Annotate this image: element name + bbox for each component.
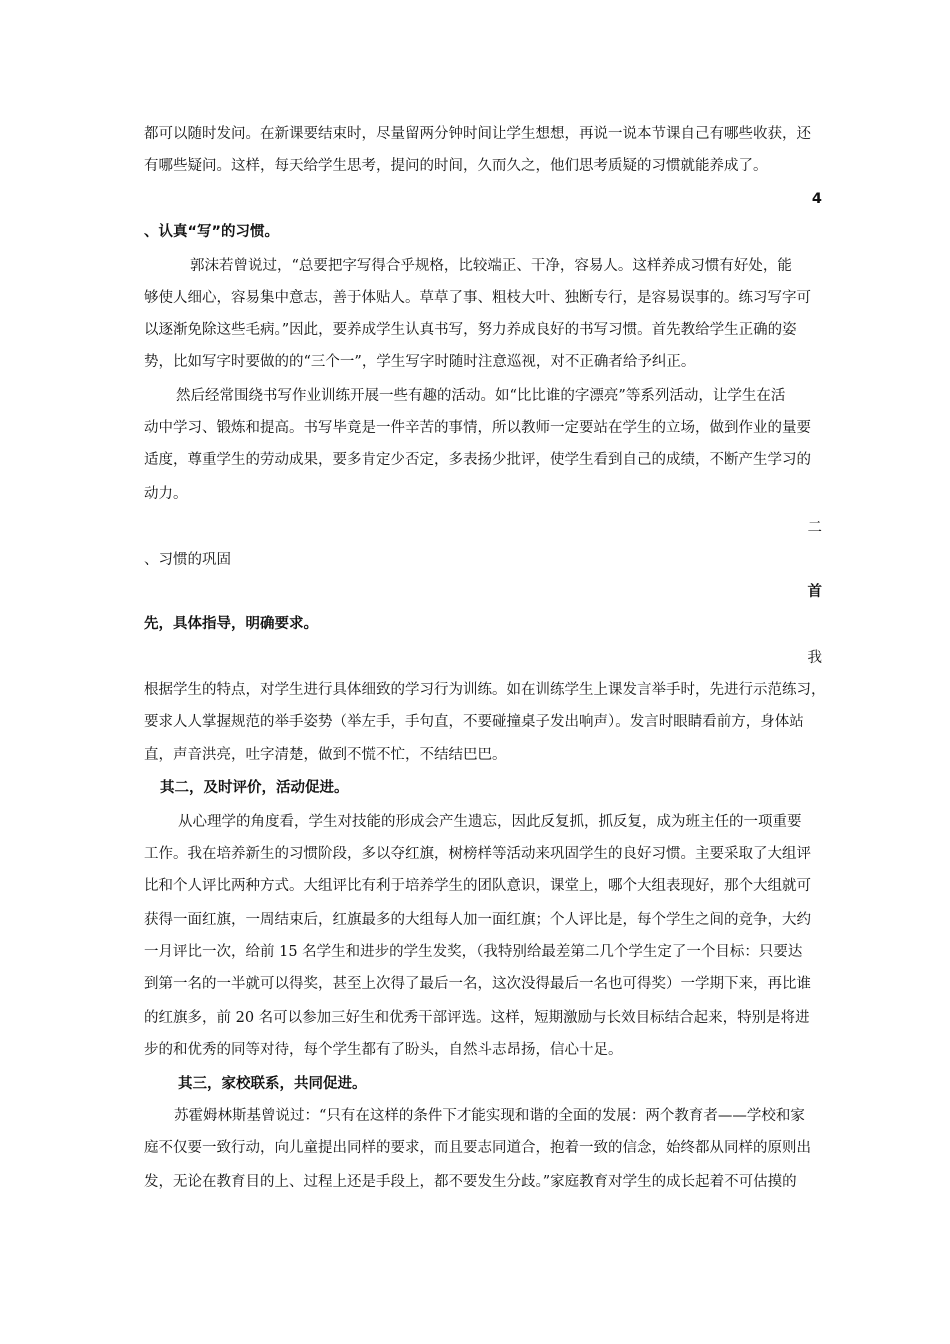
paragraph-line: 动中学习、锻炼和提高。书写毕竟是一件辛苦的事情，所以教师一定要站在学生的立场，做到作业的量要 (144, 420, 811, 436)
paragraph-line: 获得一面红旗，一周结束后，红旗最多的大组每人加一面红旗；个人评比是，每个学生之间的竞争，大约 (144, 912, 811, 928)
paragraph-line: 然后经常围绕书写作业训练开展一些有趣的活动。如“比比谁的字漂亮”等系列活动，让学生在活 (176, 388, 786, 404)
paragraph-line: 一月评比一次，给前 15 名学生和进步的学生发奖，（我特别给最差第二几个学生定了一个目标：只要达 (144, 944, 803, 960)
section-number: 二 (807, 520, 822, 536)
section-heading: 、认真“写”的习惯。 (144, 224, 280, 240)
paragraph-line: 有哪些疑问。这样，每天给学生思考，提问的时间，久而久之，他们思考质疑的习惯就能养成了。 (144, 158, 768, 174)
paragraph-line: 动力。 (144, 486, 188, 502)
paragraph-line: 郭沫若曾说过，“总要把字写得合乎规格，比较端正、干净，容易人。这样养成习惯有好处，能 (190, 258, 792, 274)
section-heading: 、习惯的巩固 (144, 552, 231, 568)
heading-fragment: 首 (807, 584, 822, 600)
section-number: 4 (811, 191, 822, 207)
paragraph-line: 要求人人掌握规范的举手姿势（举左手，手句直，不要碰撞桌子发出响声）。发言时眼睛看前方，身体站 (144, 714, 804, 730)
paragraph-line: 工作。我在培养新生的习惯阶段，多以夺红旗，树榜样等活动来巩固学生的良好习惯。主要采取了大组评 (144, 846, 811, 862)
paragraph-line: 根据学生的特点，对学生进行具体细致的学习行为训练。如在训练学生上课发言举手时，先进行示范练习， (144, 682, 826, 698)
paragraph-line: 比和个人评比两种方式。大组评比有利于培养学生的团队意识，课堂上，哪个大组表现好，那个大组就可 (144, 878, 811, 894)
subheading: 其二，及时评价，活动促进。 (160, 780, 349, 796)
paragraph-line: 步的和优秀的同等对待，每个学生都有了盼头，自然斗志昂扬，信心十足。 (144, 1042, 623, 1058)
paragraph-line: 到第一名的一半就可以得奖，甚至上次得了最后一名，这次没得最后一名也可得奖）一学期下来，再比谁 (144, 976, 811, 992)
paragraph-line: 势，比如写字时要做的的“三个一”，学生写字时随时注意巡视，对不正确者给予纠正。 (144, 354, 696, 370)
paragraph-line: 适度，尊重学生的劳动成果，要多肯定少否定，多表扬少批评，使学生看到自己的成绩，不断产生学习的 (144, 452, 811, 468)
paragraph-line: 的红旗多，前 20 名可以参加三好生和优秀干部评选。这样，短期激励与长效目标结合起来，特别是将进 (144, 1010, 810, 1026)
paragraph-line: 庭不仅要一致行动，向儿童提出同样的要求，而且要志同道合，抱着一致的信念，始终都从同样的原则出 (144, 1140, 811, 1156)
paragraph-line: 以逐渐免除这些毛病。”因此，要养成学生认真书写，努力养成良好的书写习惯。首先教给学生正确的姿 (144, 322, 797, 338)
paragraph-line: 苏霍姆林斯基曾说过：“只有在这样的条件下才能实现和谐的全面的发展：两个教育者——学校和家 (174, 1108, 805, 1124)
paragraph-line: 够使人细心，容易集中意志，善于体贴人。草草了事、粗枝大叶、独断专行，是容易误事的。练习写字可 (144, 290, 811, 306)
paragraph-line: 发，无论在教育目的上、过程上还是手段上，都不要发生分歧。”家庭教育对学生的成长起着不可估摸的 (144, 1174, 797, 1190)
paragraph-line: 都可以随时发问。在新课要结束时，尽量留两分钟时间让学生想想，再说一说本节课自己有哪些收获，还 (144, 126, 811, 142)
subheading: 先，具体指导，明确要求。 (144, 616, 318, 632)
paragraph-line: 从心理学的角度看，学生对技能的形成会产生遗忘，因此反复抓，抓反复，成为班主任的一项重要 (178, 814, 802, 830)
paragraph-line: 直，声音洪亮，吐字清楚，做到不慌不忙，不结结巴巴。 (144, 747, 507, 763)
paragraph-fragment: 我 (807, 650, 822, 666)
subheading: 其三，家校联系，共同促进。 (178, 1076, 367, 1092)
